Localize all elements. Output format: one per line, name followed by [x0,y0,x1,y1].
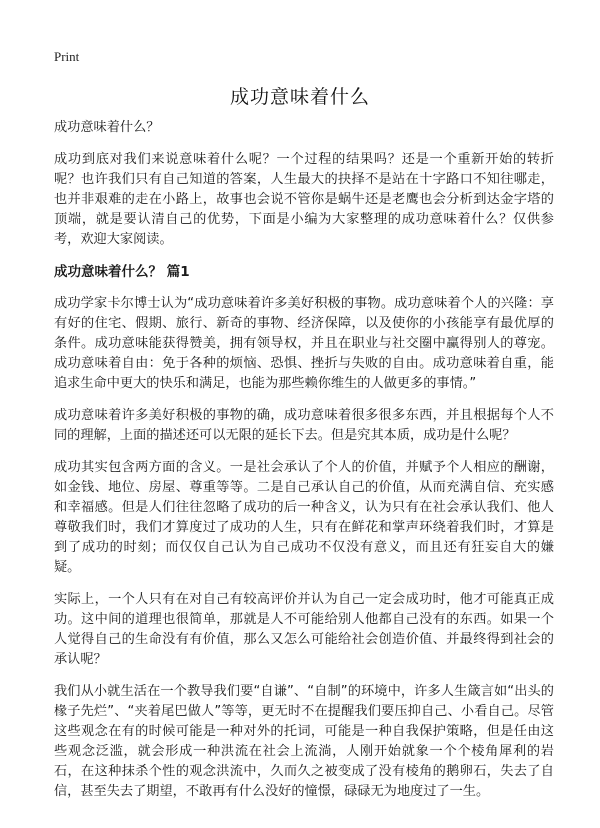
body-paragraph: 成功其实包含两方面的含义。一是社会承认了个人的价值，并赋予个人相应的酬谢，如金钱、地位、房屋、尊重等等。二是自己承认自己的价值，从而充满自信、充实感和幸福感。但是人们往往忽略了成功的后一种含义，认为只有在社会承认我们、他人尊敬我们时，我们才算度过了成功的人生，只有在鲜花和掌声环绕着我们时，才算是到了成功的时刻；而仅仅自己认为自己成功不仅没有意义，而且还有狂妄自大的嫌疑。 [54,460,554,575]
print-link[interactable]: Print [54,49,80,64]
document-body [54,118,554,814]
intro-paragraph: 成功到底对我们来说意味着什么呢？一个过程的结果吗？还是一个重新开始的转折呢？也许我们只有自己知道的答案，人生最大的抉择不是站在十字路口不知往哪走，也并非艰难的走在小路上，故事也会说不管你是蜗牛还是老鹰也会分析到达金字塔的顶端，就是要认清自己的优势，下面是小编为大家整理的成功意味着什么？仅供参考，欢迎大家阅读。 [54,152,554,247]
body-paragraph: 我们从小就生活在一个教导我们要“自谦”、“自制”的环境中，许多人生箴言如“出头的椽子先烂”、“夹着尾巴做人”等等，更无时不在提醒我们要压抑自己、小看自己。尽管这些观念在有的时候可能是一种对外的托词，可能是一种自我保护策略，但是任由这些观念泛滥，就会形成一种洪流在社会上流淌，人刚开始就象一个个棱角犀利的岩石，在这种抹杀个性的观念洪流中，久而久之被变成了没有棱角的鹅卵石，失去了自信，甚至失去了期望，不敢再有什么没好的憧憬，碌碌无为地度过了一生。 [54,684,554,799]
document-subtitle: 成功意味着什么？ [54,120,160,135]
body-paragraph: 实际上，一个人只有在对自己有较高评价并认为自己一定会成功时，他才可能真正成功。这中间的道理也很简单，那就是人不可能给别人他都自己没有的东西。如果一个人觉得自己的生命没有有价值，那么又怎么可能给社会创造价值、并最终得到社会的承认呢？ [54,592,554,667]
section-heading: 成功意味着什么？ 篇1 [54,264,190,280]
body-paragraph: 成功意味着许多美好积极的事物的确，成功意味着很多很多东西，并且根据每个人不同的理解，上面的描述还可以无限的延长下去。但是究其本质，成功是什么呢？ [54,408,554,443]
page-title: 成功意味着什么 [229,86,370,108]
body-paragraph: 成功学家卡尔博士认为“成功意味着许多美好积极的事物。成功意味着个人的兴隆：享有好的住宅、假期、旅行、新奇的事物、经济保障，以及使你的小孩能享有最优厚的条件。成功意味能获得赞美，拥有领导权，并且在职业与社交圈中赢得别人的尊宠。成功意味着自由：免于各种的烦恼、恐惧、挫折与失败的自由。成功意味着自重，能追求生命中更大的快乐和满足，也能为那些赖你维生的人做更多的事情。” [54,296,554,391]
